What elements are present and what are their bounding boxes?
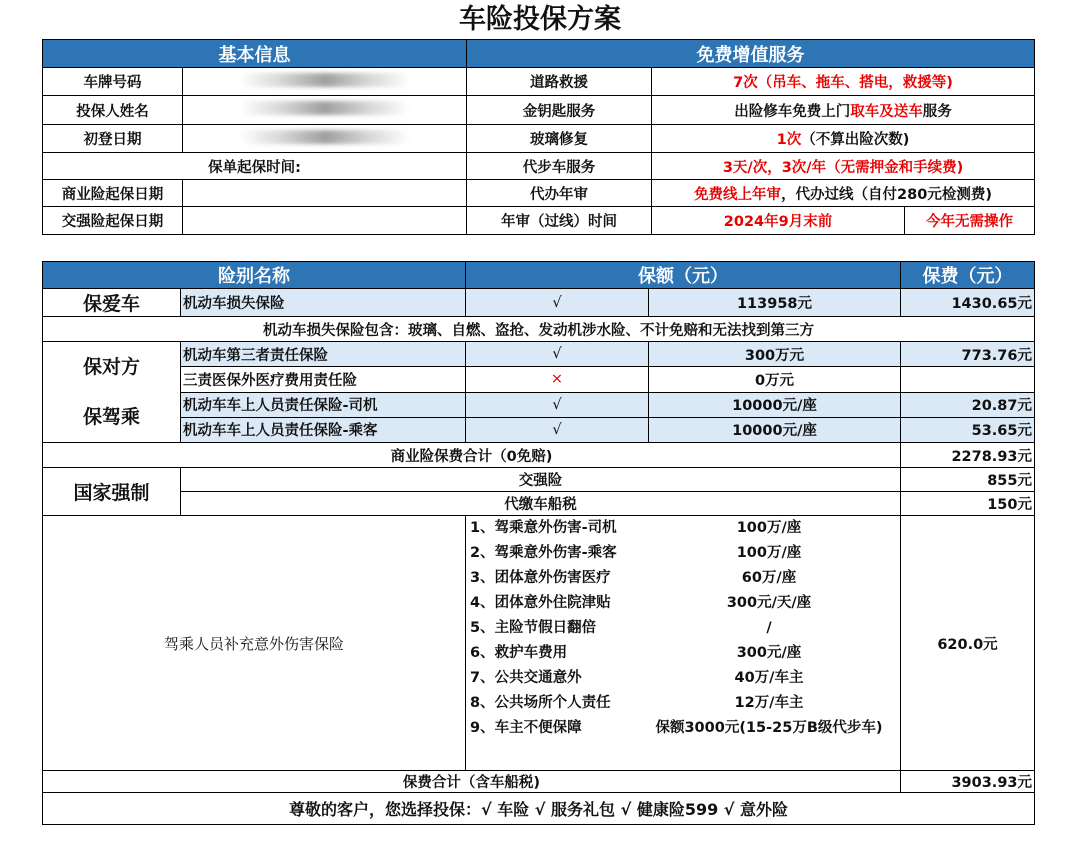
redacted-blur xyxy=(240,73,410,87)
service-value xyxy=(652,96,1035,125)
service-label: 代办年审 xyxy=(467,180,652,207)
total-label: 保费合计（含车船税) xyxy=(43,771,901,793)
benefit-name: 1、驾乘意外伤害-司机 xyxy=(470,520,617,536)
service-label: 玻璃修复 xyxy=(467,125,652,153)
commercial-start-label: 商业险起保日期 xyxy=(43,180,183,207)
coverage-premium: 773.76元 xyxy=(901,342,1035,367)
coverage-name: 三责医保外医疗费用责任险 xyxy=(181,367,466,392)
benefit-name: 3、团体意外伤害医疗 xyxy=(470,570,611,586)
benefit-value: 保额3000元(15-25万B级代步车) xyxy=(655,720,883,736)
service-value xyxy=(652,180,1035,207)
coverage-check: √ xyxy=(466,417,649,442)
coverage-premium: 53.65元 xyxy=(901,417,1035,442)
benefit-name: 9、车主不便保障 xyxy=(470,720,582,736)
footer-selection: 尊敬的客户，您选择投保：√ 车险 √ 服务礼包 √ 健康险599 √ 意外险 xyxy=(43,793,1035,825)
service-note: 今年无需操作 xyxy=(905,207,1035,235)
service-value-part: ，代办过线（自付280元检测费) xyxy=(781,186,992,203)
group-third-passenger xyxy=(43,342,181,443)
benefit-row xyxy=(466,716,900,741)
service-value: 3天/次，3次/年（无需押金和手续费) xyxy=(652,153,1035,180)
plate-value xyxy=(183,68,467,96)
benefit-name: 2、驾乘意外伤害-乘客 xyxy=(470,545,617,561)
coverage-amount: 300万元 xyxy=(649,342,901,367)
holder-value xyxy=(183,96,467,125)
benefit-row xyxy=(466,616,900,641)
coverage-table xyxy=(42,261,1035,825)
commercial-total-label: 商业险保费合计（0免赔) xyxy=(43,443,901,468)
compulsory-value: 855元 xyxy=(901,468,1035,492)
info-table xyxy=(42,39,1035,235)
coverage-amount: 10000元/座 xyxy=(649,392,901,417)
accident-name: 驾乘人员补充意外伤害保险 xyxy=(43,516,466,771)
benefit-value: / xyxy=(766,620,772,636)
benefit-row xyxy=(466,591,900,616)
service-value: 2024年9月末前 xyxy=(652,207,905,235)
redacted-blur xyxy=(240,130,410,144)
commercial-total-value: 2278.93元 xyxy=(901,443,1035,468)
benefit-row xyxy=(466,666,900,691)
benefit-value: 100万/座 xyxy=(736,520,802,536)
benefit-row xyxy=(466,516,900,541)
compulsory-start-label: 交强险起保日期 xyxy=(43,207,183,235)
services-header: 免费增值服务 xyxy=(467,40,1035,68)
page-title: 车险投保方案 xyxy=(459,4,621,35)
coverage-premium: 20.87元 xyxy=(901,392,1035,417)
benefit-name: 8、公共场所个人责任 xyxy=(470,695,611,711)
service-value-highlight: 取车及送车 xyxy=(850,103,923,120)
compulsory-start-value xyxy=(183,207,467,235)
coverage-amount: 113958元 xyxy=(649,289,901,317)
benefit-row xyxy=(466,641,900,666)
benefit-row xyxy=(466,566,900,591)
coverage-name: 机动车车上人员责任保险-乘客 xyxy=(181,417,466,442)
policy-start-label: 保单起保时间: xyxy=(43,153,467,180)
benefit-name: 5、主险节假日翻倍 xyxy=(470,620,597,636)
coverage-check: √ xyxy=(466,392,649,417)
service-value-part: 出险修车免费上门 xyxy=(734,103,851,120)
basic-info-header: 基本信息 xyxy=(43,40,467,68)
benefit-list xyxy=(466,516,900,741)
benefit-name: 7、公共交通意外 xyxy=(470,670,582,686)
reg-date-value xyxy=(183,125,467,153)
coverage-amount: 10000元/座 xyxy=(649,417,901,442)
benefit-value: 300元/天/座 xyxy=(726,595,812,611)
service-value-part: （不算出险次数) xyxy=(801,132,910,148)
benefit-name: 4、团体意外住院津贴 xyxy=(470,595,611,611)
redacted-blur xyxy=(240,101,410,115)
benefit-value: 100万/座 xyxy=(736,545,802,561)
group-car: 保爱车 xyxy=(43,289,181,317)
service-label: 年审（过线）时间 xyxy=(467,207,652,235)
coverage-check: √ xyxy=(466,342,649,367)
group-state: 国家强制 xyxy=(43,468,181,516)
coverage-amount-header: 保额（元） xyxy=(466,262,901,289)
coverage-name: 机动车车上人员责任保险-司机 xyxy=(181,392,466,417)
coverage-premium xyxy=(901,367,1035,392)
service-value xyxy=(652,125,1035,153)
coverage-premium: 1430.65元 xyxy=(901,289,1035,317)
damage-note: 机动车损失保险包含：玻璃、自燃、盗抢、发动机涉水险、不计免赔和无法找到第三方 xyxy=(43,317,1035,342)
benefit-value: 60万/座 xyxy=(741,570,797,586)
benefit-value: 300元/座 xyxy=(736,645,802,661)
benefit-name: 6、救护车费用 xyxy=(470,645,568,661)
holder-label: 投保人姓名 xyxy=(43,96,183,125)
group-passenger: 保驾乘 xyxy=(82,406,140,428)
total-value: 3903.93元 xyxy=(901,771,1035,793)
benefit-row xyxy=(466,691,900,716)
service-value-highlight: 免费线上年审 xyxy=(694,186,782,203)
compulsory-label: 交强险 xyxy=(181,468,901,492)
benefit-value: 12万/车主 xyxy=(734,695,804,711)
service-value-highlight: 1次 xyxy=(776,132,802,148)
commercial-start-value xyxy=(183,180,467,207)
service-value: 7次（吊车、拖车、搭电，救援等) xyxy=(652,68,1035,96)
reg-date-label: 初登日期 xyxy=(43,125,183,153)
tax-label: 代缴车船税 xyxy=(181,492,901,516)
coverage-amount: 0万元 xyxy=(649,367,901,392)
coverage-name: 机动车第三者责任保险 xyxy=(181,342,466,367)
plate-label: 车牌号码 xyxy=(43,68,183,96)
group-third: 保对方 xyxy=(82,356,140,378)
coverage-check: √ xyxy=(466,289,649,317)
service-label: 代步车服务 xyxy=(467,153,652,180)
service-value-part: 服务 xyxy=(922,103,952,120)
benefit-row xyxy=(466,541,900,566)
coverage-name-header: 险别名称 xyxy=(43,262,466,289)
coverage-name: 机动车损失保险 xyxy=(181,289,466,317)
coverage-check: × xyxy=(466,367,649,392)
service-label: 道路救援 xyxy=(467,68,652,96)
accident-premium: 620.0元 xyxy=(901,516,1035,771)
accident-benefits xyxy=(466,516,901,771)
coverage-premium-header: 保费（元） xyxy=(901,262,1035,289)
tax-value: 150元 xyxy=(901,492,1035,516)
service-label: 金钥匙服务 xyxy=(467,96,652,125)
benefit-value: 40万/车主 xyxy=(734,670,804,686)
